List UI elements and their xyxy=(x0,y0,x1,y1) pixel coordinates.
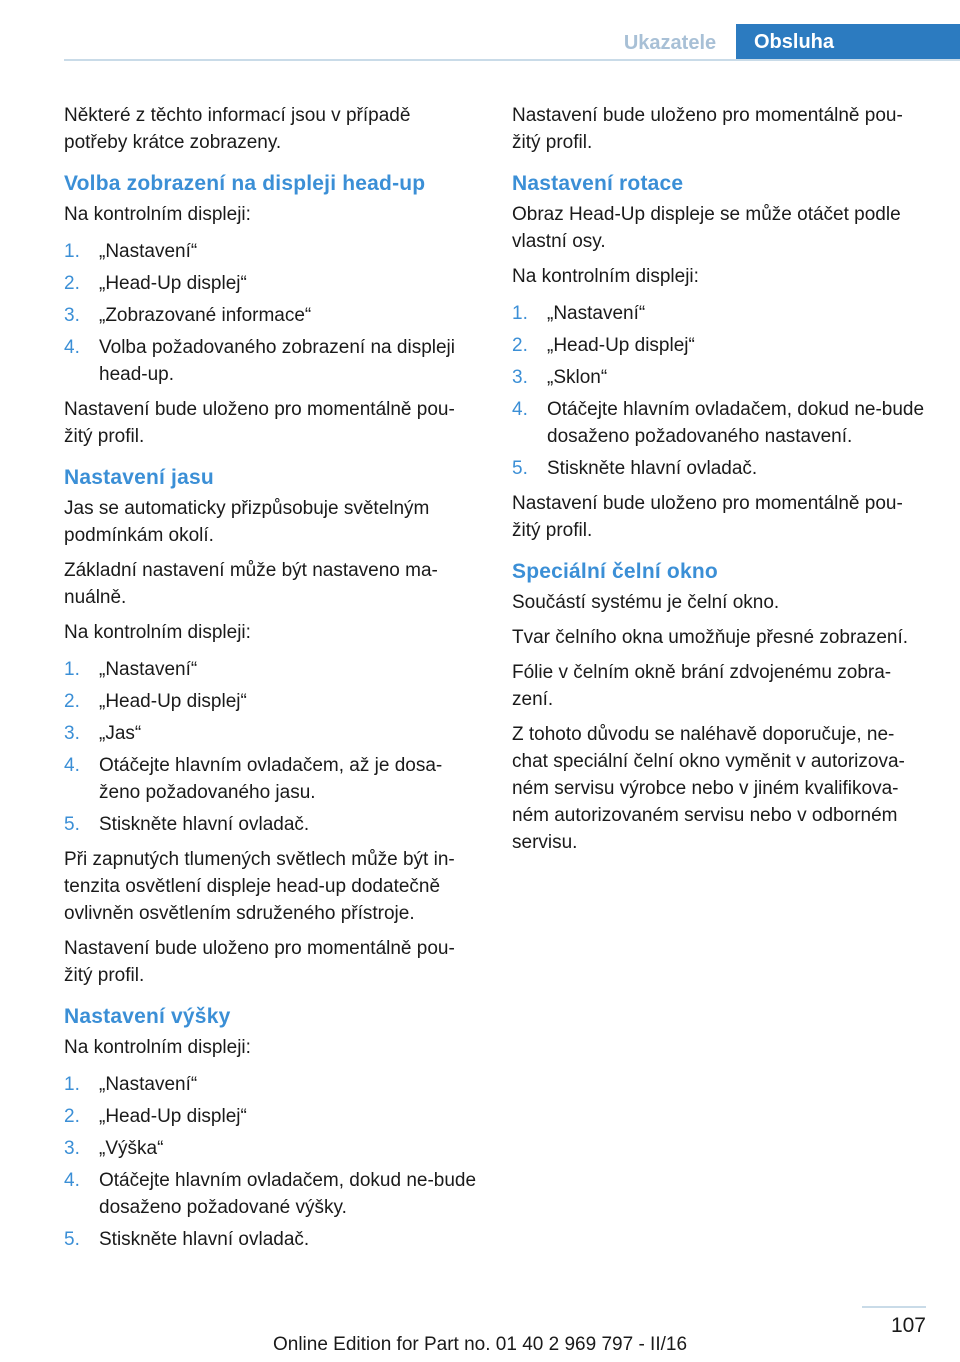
step-number: 3. xyxy=(64,1138,80,1159)
section-heading-brightness: Nastavení jasu xyxy=(64,466,214,489)
steps-list-brightness xyxy=(64,656,478,838)
step-number: 2. xyxy=(64,691,80,712)
step-text: Stiskněte hlavní ovladač. xyxy=(547,458,758,479)
section-heading-display-selection: Volba zobrazení na displeji head-up xyxy=(64,172,426,195)
step-number: 5. xyxy=(64,814,80,835)
step-number: 5. xyxy=(512,458,528,479)
paragraph: Součástí systému je čelní okno. xyxy=(512,592,780,613)
tab-obsluha[interactable]: Obsluha xyxy=(736,24,960,61)
step-number: 1. xyxy=(64,1074,80,1095)
steps-list-rotation xyxy=(512,300,926,482)
footer-divider xyxy=(862,1306,926,1308)
step-text: „Jas“ xyxy=(99,723,142,744)
paragraph: Jas se automaticky přizpůsobuje světelným podmínkám okolí. xyxy=(64,498,430,546)
step-number: 3. xyxy=(64,723,80,744)
saved-note: Nastavení bude uloženo pro momentálně pou‐žitý profil. xyxy=(64,399,455,447)
paragraph: Základní nastavení může být nastaveno ma‐nuálně. xyxy=(64,560,438,608)
list-item xyxy=(64,1167,478,1221)
list-item xyxy=(64,238,478,265)
list-item xyxy=(64,1226,478,1253)
step-text: Stiskněte hlavní ovladač. xyxy=(99,814,310,835)
step-text: „Nastavení“ xyxy=(99,659,198,680)
step-text: „Nastavení“ xyxy=(547,303,646,324)
list-item xyxy=(512,300,926,327)
paragraph: Tvar čelního okna umožňuje přesné zobrazení. xyxy=(512,627,909,648)
lead-text: Na kontrolním displeji: xyxy=(64,622,251,643)
step-number: 1. xyxy=(64,241,80,262)
step-text: Stiskněte hlavní ovladač. xyxy=(99,1229,310,1250)
list-item xyxy=(64,302,478,329)
left-column xyxy=(64,102,478,1261)
list-item xyxy=(64,811,478,838)
step-number: 1. xyxy=(512,303,528,324)
list-item xyxy=(64,270,478,297)
header-divider xyxy=(64,59,960,61)
step-text: „Head-Up displej“ xyxy=(99,1106,247,1127)
list-item xyxy=(64,688,478,715)
list-item xyxy=(64,1071,478,1098)
tab-ukazatele[interactable]: Ukazatele xyxy=(623,32,717,54)
step-text: „Head-Up displej“ xyxy=(99,273,247,294)
list-item xyxy=(64,656,478,683)
step-number: 4. xyxy=(512,399,528,420)
lead-text: Na kontrolním displeji: xyxy=(64,204,251,225)
section-heading-height: Nastavení výšky xyxy=(64,1005,231,1028)
step-text: „Nastavení“ xyxy=(99,241,198,262)
page-header xyxy=(0,0,960,64)
step-text: „Head-Up displej“ xyxy=(99,691,247,712)
list-item xyxy=(64,720,478,747)
section-heading-windshield: Speciální čelní okno xyxy=(512,560,718,583)
step-number: 4. xyxy=(64,1170,80,1191)
list-item xyxy=(64,1103,478,1130)
step-number: 3. xyxy=(64,305,80,326)
paragraph: Při zapnutých tlumených světlech může být in‐tenzita osvětlení displeje head-up dodatečně ovlivněn osvětlením sdruženého přístroje. xyxy=(64,849,455,924)
step-number: 4. xyxy=(64,755,80,776)
list-item xyxy=(512,332,926,359)
step-number: 2. xyxy=(64,273,80,294)
step-text: „Zobrazované informace“ xyxy=(99,305,312,326)
list-item xyxy=(64,752,478,806)
step-text: Otáčejte hlavním ovladačem, až je dosa‐ženo požadovaného jasu. xyxy=(99,755,443,803)
list-item xyxy=(512,455,926,482)
right-column xyxy=(512,102,926,864)
list-item xyxy=(64,1135,478,1162)
paragraph: Obraz Head-Up displeje se může otáčet podle vlastní osy. xyxy=(512,204,901,252)
list-item xyxy=(512,396,926,450)
step-text: „Head-Up displej“ xyxy=(547,335,695,356)
saved-note: Nastavení bude uloženo pro momentálně pou‐žitý profil. xyxy=(512,493,903,541)
intro-paragraph: Některé z těchto informací jsou v případě potřeby krátce zobrazeny. xyxy=(64,105,411,153)
lead-text: Na kontrolním displeji: xyxy=(512,266,699,287)
paragraph: Fólie v čelním okně brání zdvojenému zobra‐zení. xyxy=(512,662,892,710)
step-text: Otáčejte hlavním ovladačem, dokud ne‐bude dosaženo požadovaného nastavení. xyxy=(547,399,925,447)
step-text: Otáčejte hlavním ovladačem, dokud ne‐bude dosaženo požadované výšky. xyxy=(99,1170,477,1218)
steps-list-height xyxy=(64,1071,478,1253)
edition-note: Online Edition for Part no. 01 40 2 969 797 - II/16 xyxy=(272,1334,688,1355)
lead-text: Na kontrolním displeji: xyxy=(64,1037,251,1058)
step-number: 4. xyxy=(64,337,80,358)
steps-list-display-selection xyxy=(64,238,478,388)
step-text: „Sklon“ xyxy=(547,367,608,388)
step-text: „Výška“ xyxy=(99,1138,164,1159)
step-number: 2. xyxy=(64,1106,80,1127)
step-text: Volba požadovaného zobrazení na displeji head-up. xyxy=(99,337,455,385)
paragraph: Z tohoto důvodu se naléhavě doporučuje, ne‐chat speciální čelní okno vyměnit v autorizova‐ném servisu výrobce nebo v jiném kvalifikova‐ném autorizovaném servisu nebo v odborném servisu. xyxy=(512,724,905,853)
step-number: 1. xyxy=(64,659,80,680)
step-number: 5. xyxy=(64,1229,80,1250)
step-text: „Nastavení“ xyxy=(99,1074,198,1095)
saved-note: Nastavení bude uloženo pro momentálně pou‐žitý profil. xyxy=(64,938,455,986)
step-number: 3. xyxy=(512,367,528,388)
page-number: 107 xyxy=(890,1314,926,1337)
step-number: 2. xyxy=(512,335,528,356)
section-heading-rotation: Nastavení rotace xyxy=(512,172,684,195)
list-item xyxy=(64,334,478,388)
list-item xyxy=(512,364,926,391)
saved-note: Nastavení bude uloženo pro momentálně pou‐žitý profil. xyxy=(512,105,903,153)
